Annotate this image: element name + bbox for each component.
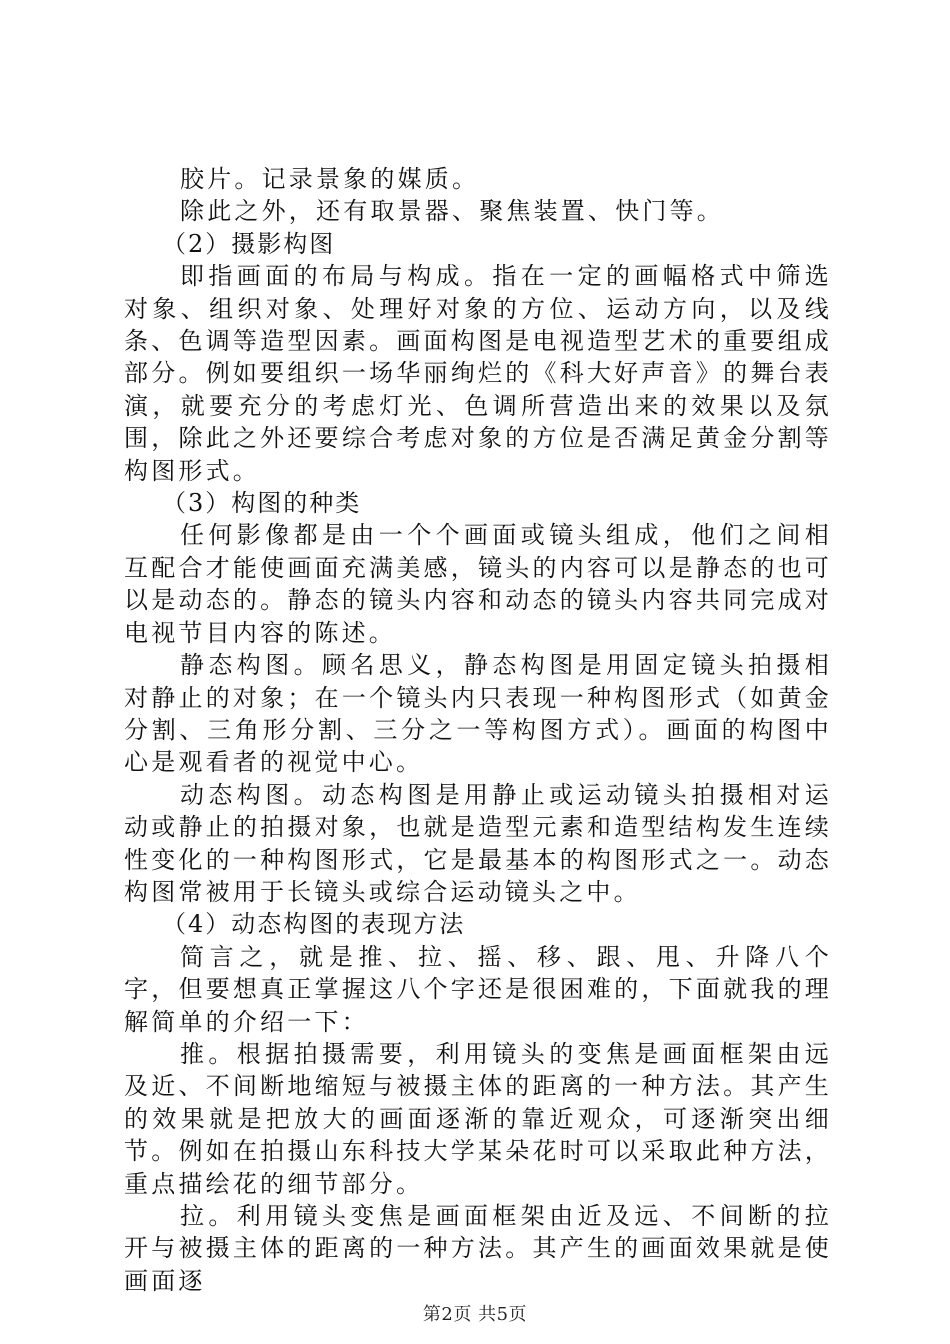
body-paragraph: 拉。利用镜头变焦是画面框架由近及远、不间断的拉开与被摄主体的距离的一种方法。其产生的画面效果就是使画面逐 bbox=[124, 1202, 832, 1295]
section-heading: （3）构图的种类 bbox=[162, 489, 362, 518]
body-paragraph: 胶片。记录景象的媒质。 bbox=[180, 165, 480, 193]
body-paragraph: 动态构图。动态构图是用静止或运动镜头拍摄相对运动或静止的拍摄对象，也就是造型元素和造型结构发生连续性变化的一种构图形式，它是最基本的构图形式之一。动态构图常被用于长镜头或综合运动镜头之中。 bbox=[124, 780, 832, 906]
section-heading: （2）摄影构图 bbox=[162, 229, 336, 258]
body-paragraph: 静态构图。顾名思义，静态构图是用固定镜头拍摄相对静止的对象；在一个镜头内只表现一种构图形式（如黄金分割、三角形分割、三分之一等构图方式）。画面的构图中心是观看者的视觉中心。 bbox=[124, 651, 832, 777]
section-heading: （4）动态构图的表现方法 bbox=[162, 910, 466, 939]
body-paragraph: 除此之外，还有取景器、聚焦装置、快门等。 bbox=[180, 197, 724, 226]
body-paragraph: 简言之，就是推、拉、摇、移、跟、甩、升降八个字，但要想真正掌握这八个字还是很困难的，下面就我的理解简单的介绍一下： bbox=[124, 942, 832, 1036]
document-body bbox=[124, 163, 832, 1297]
body-paragraph: 推。根据拍摄需要，利用镜头的变焦是画面框架由远及近、不间断地缩短与被摄主体的距离的一种方法。其产生的效果就是把放大的画面逐渐的靠近观众，可逐渐突出细节。例如在拍摄山东科技大学某朵花时可以采取此种方法，重点描绘花的细节部分。 bbox=[124, 1039, 832, 1198]
body-paragraph: 即指画面的布局与构成。指在一定的画幅格式中筛选对象、组织对象、处理好对象的方位、运动方向，以及线条、色调等造型因素。画面构图是电视造型艺术的重要组成部分。例如要组织一场华丽绚烂的《科大好声音》的舞台表演，就要充分的考虑灯光、色调所营造出来的效果以及氛围，除此之外还要综合考虑对象的方位是否满足黄金分割等构图形式。 bbox=[124, 262, 832, 485]
page-footer: 第2页 共5页 bbox=[422, 1304, 528, 1325]
body-paragraph: 任何影像都是由一个个画面或镜头组成，他们之间相互配合才能使画面充满美感，镜头的内容可以是静态的也可以是动态的。静态的镜头内容和动态的镜头内容共同完成对电视节目内容的陈述。 bbox=[124, 521, 832, 647]
